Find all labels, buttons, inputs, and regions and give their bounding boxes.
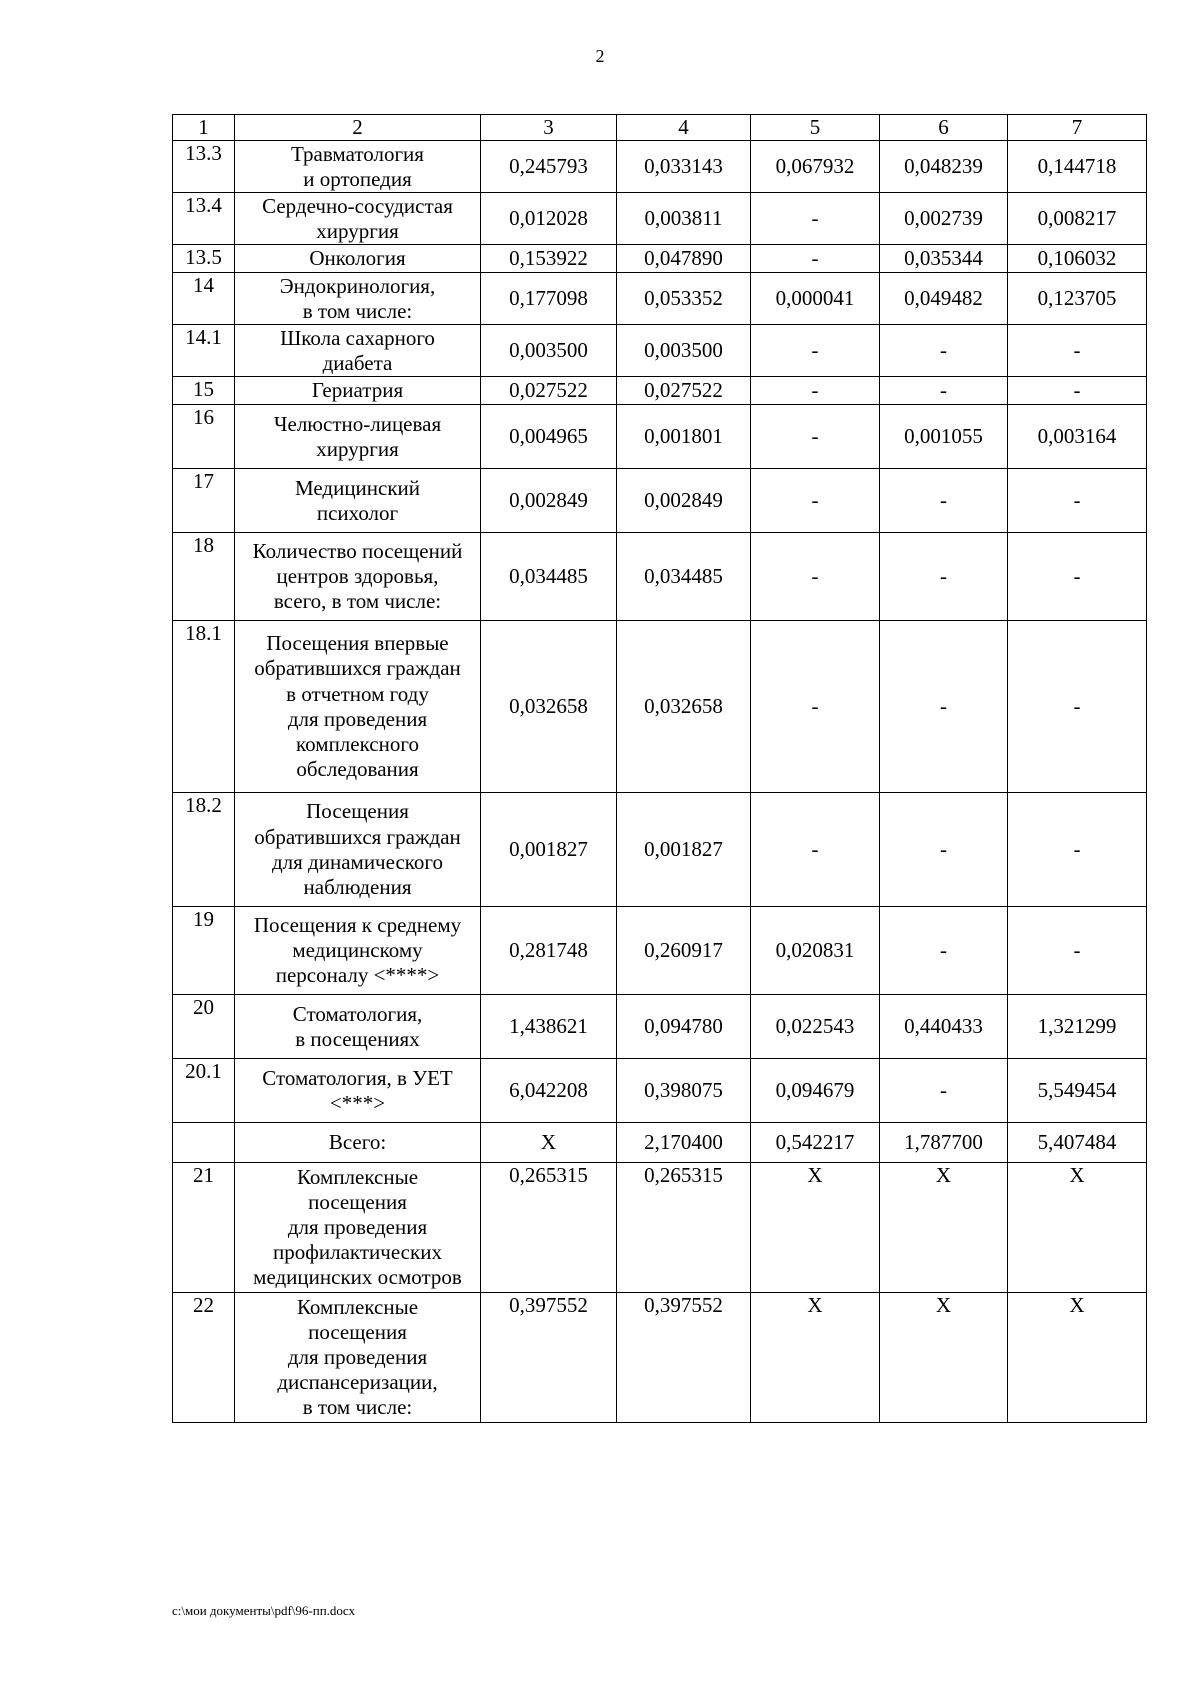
table-row (173, 141, 1147, 193)
value-cell-col-7: - (1008, 621, 1147, 793)
value-cell-col-4: 2,170400 (617, 1123, 751, 1163)
file-path-footer: c:\мои документы\pdf\96-пп.docx (172, 1603, 356, 1618)
value-cell-col-7: 0,008217 (1008, 193, 1147, 245)
value-cell-col-7: 0,003164 (1008, 405, 1147, 469)
header-row (173, 115, 1147, 141)
row-label: Комплексные посещения для проведения диспансеризации, в том числе: (235, 1293, 481, 1423)
value-cell-col-6: - (880, 907, 1008, 995)
row-number: 13.3 (173, 141, 235, 193)
value-cell-col-4: 0,027522 (617, 377, 751, 405)
row-label: Комплексные посещения для проведения профилактических медицинских осмотров (235, 1163, 481, 1293)
row-label: Посещения к среднему медицинскому персоналу <****> (235, 907, 481, 995)
value-cell-col-6: 1,787700 (880, 1123, 1008, 1163)
value-cell-col-3: 0,004965 (481, 405, 617, 469)
value-cell-col-3: 6,042208 (481, 1059, 617, 1123)
value-cell-col-7: X (1008, 1293, 1147, 1423)
value-cell-col-6: 0,048239 (880, 141, 1008, 193)
value-cell-col-4: 0,001827 (617, 793, 751, 907)
table-row (173, 995, 1147, 1059)
row-number: 18.1 (173, 621, 235, 793)
value-cell-col-6: X (880, 1293, 1008, 1423)
row-label: Стоматология, в УЕТ <***> (235, 1059, 481, 1123)
value-cell-col-5: - (751, 377, 880, 405)
row-label: Школа сахарного диабета (235, 325, 481, 377)
value-cell-col-6: 0,035344 (880, 245, 1008, 273)
value-cell-col-3: 0,012028 (481, 193, 617, 245)
value-cell-col-4: 0,398075 (617, 1059, 751, 1123)
table-row (173, 1163, 1147, 1293)
value-cell-col-5: - (751, 469, 880, 533)
table-row (173, 1059, 1147, 1123)
value-cell-col-5: 0,067932 (751, 141, 880, 193)
row-number: 19 (173, 907, 235, 995)
row-label: Всего: (235, 1123, 481, 1163)
value-cell-col-4: 0,032658 (617, 621, 751, 793)
row-label: Посещения впервые обратившихся граждан в отчетном году для проведения комплексного обследования (235, 621, 481, 793)
header-cell: 6 (880, 115, 1008, 141)
value-cell-col-3: 0,002849 (481, 469, 617, 533)
value-cell-col-5: 0,094679 (751, 1059, 880, 1123)
table-row (173, 245, 1147, 273)
value-cell-col-7: X (1008, 1163, 1147, 1293)
value-cell-col-3: 0,027522 (481, 377, 617, 405)
row-number: 18.2 (173, 793, 235, 907)
value-cell-col-7: 0,123705 (1008, 273, 1147, 325)
value-cell-col-5: - (751, 533, 880, 621)
row-label: Гериатрия (235, 377, 481, 405)
value-cell-col-6: X (880, 1163, 1008, 1293)
row-label: Челюстно-лицевая хирургия (235, 405, 481, 469)
table-row (173, 273, 1147, 325)
value-cell-col-3: 1,438621 (481, 995, 617, 1059)
value-cell-col-3: 0,003500 (481, 325, 617, 377)
value-cell-col-6: - (880, 325, 1008, 377)
row-number: 22 (173, 1293, 235, 1423)
row-number: 17 (173, 469, 235, 533)
value-cell-col-4: 0,034485 (617, 533, 751, 621)
value-cell-col-4: 0,094780 (617, 995, 751, 1059)
value-cell-col-7: 5,407484 (1008, 1123, 1147, 1163)
value-cell-col-7: 1,321299 (1008, 995, 1147, 1059)
row-label: Сердечно-сосудистая хирургия (235, 193, 481, 245)
value-cell-col-5: - (751, 325, 880, 377)
value-cell-col-6: 0,001055 (880, 405, 1008, 469)
table-row (173, 621, 1147, 793)
value-cell-col-6: - (880, 793, 1008, 907)
data-table (172, 114, 1147, 1423)
table-row (173, 533, 1147, 621)
value-cell-col-4: 0,260917 (617, 907, 751, 995)
value-cell-col-4: 0,265315 (617, 1163, 751, 1293)
value-cell-col-3: 0,265315 (481, 1163, 617, 1293)
value-cell-col-7: - (1008, 469, 1147, 533)
value-cell-col-3: 0,281748 (481, 907, 617, 995)
value-cell-col-5: 0,020831 (751, 907, 880, 995)
row-number: 14 (173, 273, 235, 325)
value-cell-col-5: - (751, 245, 880, 273)
header-cell: 1 (173, 115, 235, 141)
page-number: 2 (595, 46, 605, 66)
row-number (173, 1123, 235, 1163)
row-label: Количество посещений центров здоровья, всего, в том числе: (235, 533, 481, 621)
value-cell-col-3: 0,177098 (481, 273, 617, 325)
row-label: Онкология (235, 245, 481, 273)
value-cell-col-7: - (1008, 377, 1147, 405)
header-cell: 7 (1008, 115, 1147, 141)
row-number: 15 (173, 377, 235, 405)
table-row (173, 193, 1147, 245)
row-number: 14.1 (173, 325, 235, 377)
row-number: 16 (173, 405, 235, 469)
value-cell-col-5: X (751, 1163, 880, 1293)
value-cell-col-5: X (751, 1293, 880, 1423)
value-cell-col-5: 0,022543 (751, 995, 880, 1059)
value-cell-col-7: - (1008, 533, 1147, 621)
table-row (173, 1123, 1147, 1163)
value-cell-col-6: - (880, 533, 1008, 621)
table-row (173, 793, 1147, 907)
value-cell-col-7: - (1008, 325, 1147, 377)
row-number: 20.1 (173, 1059, 235, 1123)
value-cell-col-3: 0,153922 (481, 245, 617, 273)
value-cell-col-5: 0,542217 (751, 1123, 880, 1163)
value-cell-col-5: - (751, 405, 880, 469)
value-cell-col-4: 0,033143 (617, 141, 751, 193)
value-cell-col-3: 0,245793 (481, 141, 617, 193)
value-cell-col-7: 5,549454 (1008, 1059, 1147, 1123)
value-cell-col-6: 0,002739 (880, 193, 1008, 245)
value-cell-col-5: - (751, 793, 880, 907)
row-label: Стоматология, в посещениях (235, 995, 481, 1059)
value-cell-col-3: 0,032658 (481, 621, 617, 793)
value-cell-col-7: - (1008, 793, 1147, 907)
row-number: 21 (173, 1163, 235, 1293)
row-number: 20 (173, 995, 235, 1059)
value-cell-col-4: 0,047890 (617, 245, 751, 273)
header-cell: 2 (235, 115, 481, 141)
row-label: Травматология и ортопедия (235, 141, 481, 193)
value-cell-col-4: 0,003500 (617, 325, 751, 377)
table-row (173, 469, 1147, 533)
table-row (173, 377, 1147, 405)
row-label: Медицинский психолог (235, 469, 481, 533)
header-cell: 4 (617, 115, 751, 141)
value-cell-col-4: 0,003811 (617, 193, 751, 245)
row-label: Посещения обратившихся граждан для динамического наблюдения (235, 793, 481, 907)
value-cell-col-4: 0,053352 (617, 273, 751, 325)
table-row (173, 325, 1147, 377)
header-cell: 3 (481, 115, 617, 141)
value-cell-col-7: - (1008, 907, 1147, 995)
value-cell-col-7: 0,106032 (1008, 245, 1147, 273)
value-cell-col-5: - (751, 621, 880, 793)
row-number: 13.4 (173, 193, 235, 245)
value-cell-col-4: 0,001801 (617, 405, 751, 469)
value-cell-col-3: 0,001827 (481, 793, 617, 907)
header-cell: 5 (751, 115, 880, 141)
value-cell-col-3: 0,397552 (481, 1293, 617, 1423)
row-number: 13.5 (173, 245, 235, 273)
value-cell-col-6: - (880, 377, 1008, 405)
value-cell-col-5: - (751, 193, 880, 245)
value-cell-col-6: - (880, 621, 1008, 793)
value-cell-col-7: 0,144718 (1008, 141, 1147, 193)
value-cell-col-4: 0,002849 (617, 469, 751, 533)
table-row (173, 405, 1147, 469)
value-cell-col-6: 0,440433 (880, 995, 1008, 1059)
row-label: Эндокринология, в том числе: (235, 273, 481, 325)
value-cell-col-4: 0,397552 (617, 1293, 751, 1423)
value-cell-col-6: - (880, 1059, 1008, 1123)
value-cell-col-6: - (880, 469, 1008, 533)
row-number: 18 (173, 533, 235, 621)
value-cell-col-6: 0,049482 (880, 273, 1008, 325)
value-cell-col-3: 0,034485 (481, 533, 617, 621)
table-row (173, 907, 1147, 995)
table-row (173, 1293, 1147, 1423)
value-cell-col-3: X (481, 1123, 617, 1163)
value-cell-col-5: 0,000041 (751, 273, 880, 325)
